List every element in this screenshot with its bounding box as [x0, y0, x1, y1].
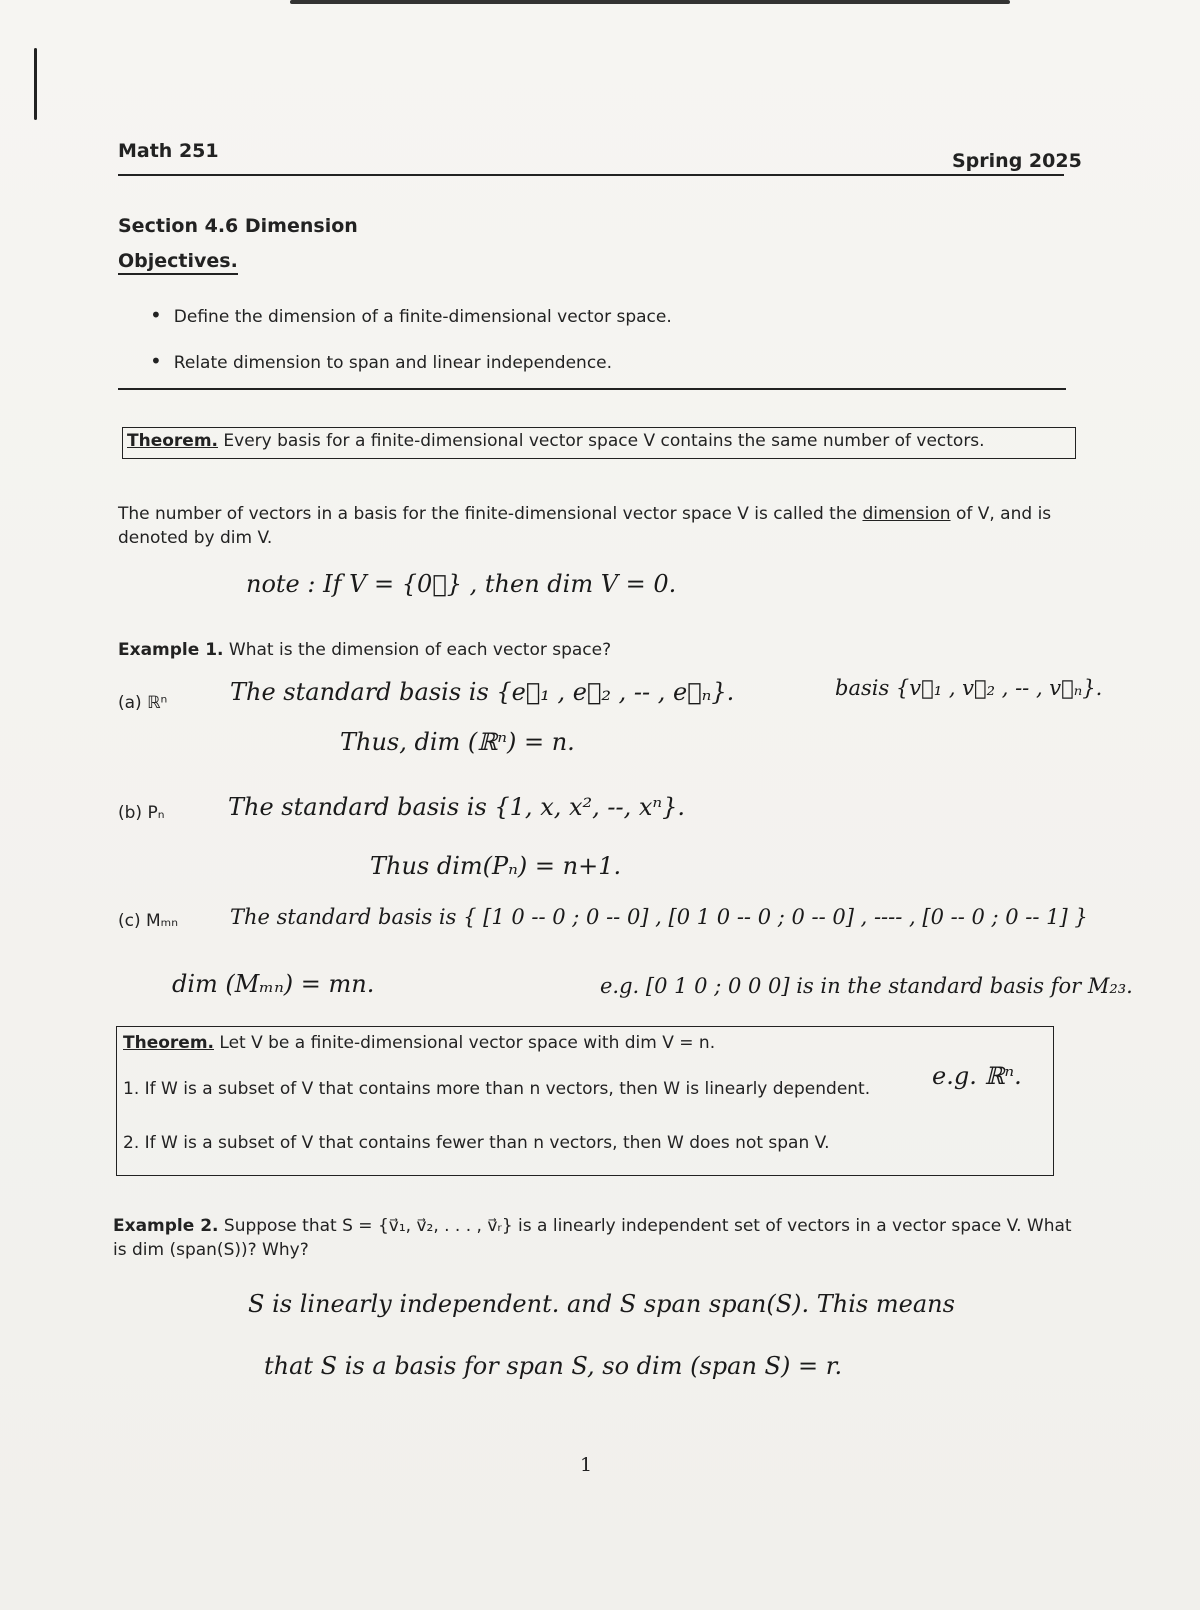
- theorem-item: 1. If W is a subset of V that contains more than n vectors, then W is linearly dependent.: [123, 1079, 871, 1099]
- objectives-heading: Objectives.: [118, 250, 238, 275]
- handwritten-side-note: basis {v⃗₁ , v⃗₂ , -- , v⃗ₙ}.: [835, 676, 1103, 700]
- example-1-prompt: Example 1. What is the dimension of each vector space?: [118, 640, 612, 660]
- theorem-text: Every basis for a finite-dimensional vector space V contains the same number of vectors.: [223, 431, 985, 451]
- handwritten-answer-b: The standard basis is {1, x, x², --, xⁿ}.: [228, 793, 686, 821]
- example-1-part-b: (b) Pₙ: [118, 803, 165, 823]
- page-number: 1: [580, 1454, 593, 1476]
- theorem-item: 2. If W is a subset of V that contains fewer than n vectors, then W does not span V.: [123, 1133, 830, 1153]
- section-title: Section 4.6 Dimension: [118, 215, 358, 237]
- theorem-box-dimension: [116, 1026, 1054, 1176]
- handwritten-example-matrix: e.g. [0 1 0 ; 0 0 0] is in the standard basis for M₂₃.: [600, 974, 1133, 998]
- example-2-prompt: Example 2. Suppose that S = {v⃗₁, v⃗₂, . . . , v⃗ᵣ} is a linearly independent set of vectors in a vector space V. What is dim (span(S))? Why?: [113, 1216, 1072, 1260]
- handwritten-answer-c-dim: dim (Mₘₙ) = mn.: [172, 970, 375, 998]
- objective-item: • Relate dimension to span and linear independence.: [150, 349, 672, 373]
- dimension-definition: The number of vectors in a basis for the finite-dimensional vector space V is called the dimension of V, and is denoted by dim V.: [118, 504, 1052, 548]
- objective-item: • Define the dimension of a finite-dimensional vector space.: [150, 303, 672, 327]
- handwritten-answer-c: The standard basis is { [1 0 -- 0 ; 0 -- 0] , [0 1 0 -- 0 ; 0 -- 0] , ---- , [0 -- 0 ; 0 -- 1] }: [230, 905, 1088, 929]
- theorem-label: Theorem.: [123, 1033, 214, 1053]
- handwritten-note: note : If V = {0⃗} , then dim V = 0.: [246, 570, 677, 598]
- term-label: Spring 2025: [952, 150, 1082, 172]
- handwritten-theorem-example: e.g. ℝⁿ.: [932, 1062, 1022, 1090]
- margin-pen-mark: [34, 48, 37, 120]
- handwritten-answer-a-conclusion: Thus, dim (ℝⁿ) = n.: [340, 728, 575, 756]
- top-edge-line: [290, 0, 1010, 4]
- example-1-part-a: (a) ℝⁿ: [118, 693, 168, 713]
- objectives-list: [150, 303, 672, 395]
- header-rule: [118, 174, 1064, 176]
- handwritten-answer-2: S is linearly independent. and S span span(S). This means: [248, 1290, 955, 1318]
- theorem-box-basis: [122, 427, 1076, 459]
- handwritten-answer-a: The standard basis is {e⃗₁ , e⃗₂ , -- , e⃗ₙ}.: [230, 678, 735, 706]
- course-name: Math 251: [118, 140, 219, 162]
- handwritten-answer-b-conclusion: Thus dim(Pₙ) = n+1.: [370, 852, 622, 880]
- theorem-intro: Let V be a finite-dimensional vector space with dim V = n.: [219, 1033, 716, 1053]
- example-1-part-c: (c) Mₘₙ: [118, 911, 179, 931]
- defined-term: dimension: [862, 504, 951, 524]
- handwritten-answer-2-conclusion: that S is a basis for span S, so dim (span S) = r.: [264, 1352, 843, 1380]
- objectives-rule: [118, 388, 1066, 390]
- theorem-label: Theorem.: [127, 431, 218, 451]
